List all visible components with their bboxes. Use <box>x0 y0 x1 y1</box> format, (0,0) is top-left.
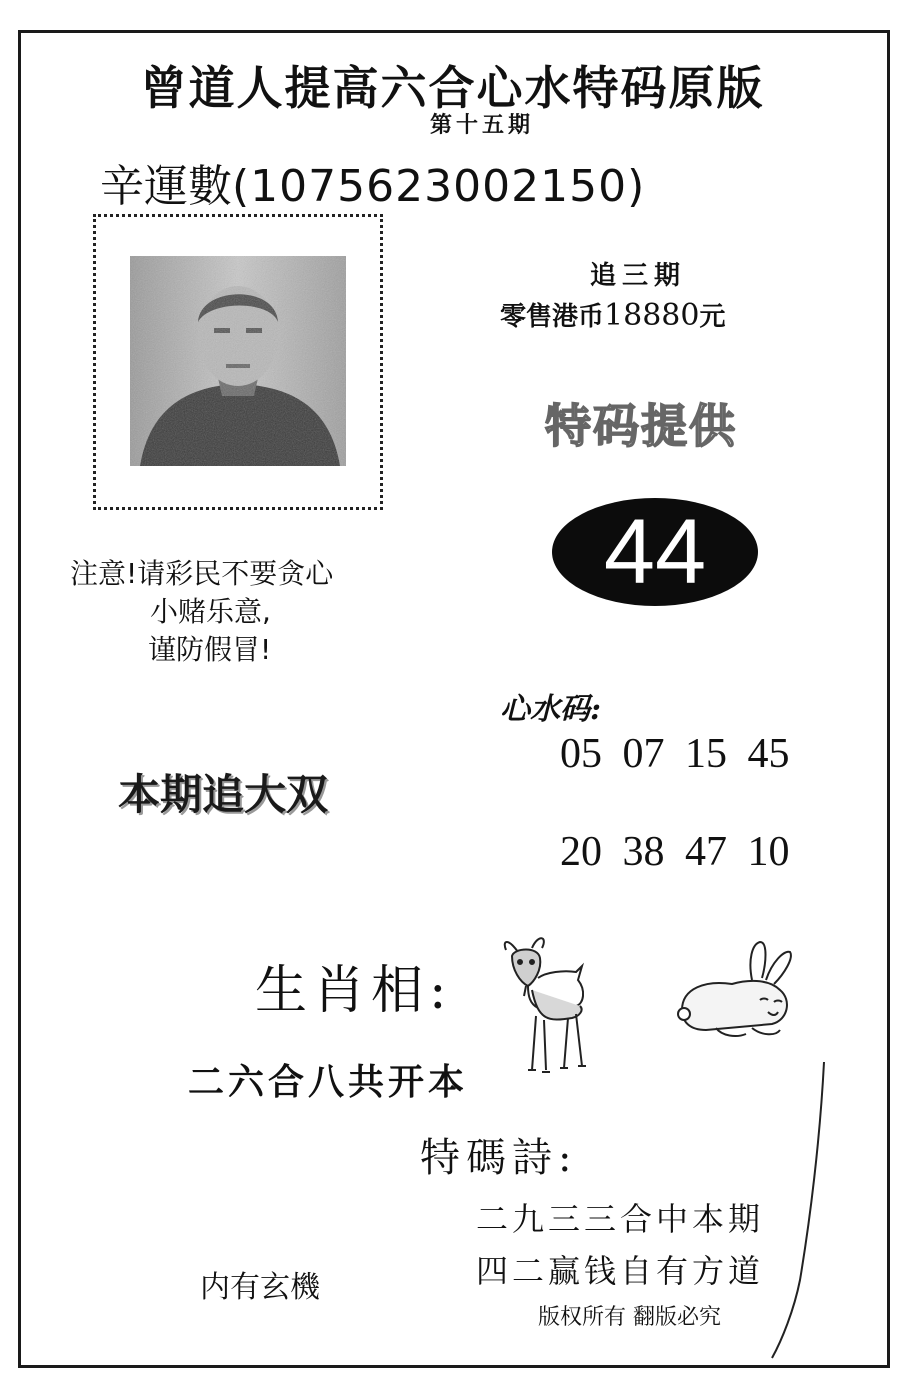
heart-codes-row-1: 05 07 15 45 <box>560 731 790 777</box>
poem-label: 特碼詩: <box>420 1135 578 1181</box>
portrait-photo <box>130 256 346 466</box>
zodiac-label: 生肖相: <box>255 961 453 1021</box>
goat-icon <box>498 930 590 1078</box>
price-line <box>500 296 725 333</box>
special-code-provided-label: 特码提供 <box>545 399 737 453</box>
rabbit-icon <box>676 940 802 1044</box>
special-number-oval <box>552 498 758 606</box>
poem-line-2: 四二赢钱自有方道 <box>476 1252 765 1290</box>
heart-codes-row-2: 20 38 47 10 <box>560 829 790 875</box>
warning-line-2: 小赌乐意, <box>150 595 271 628</box>
copyright-notice: 版权所有 翻版必究 <box>538 1305 721 1330</box>
heart-codes-label: 心水码: <box>500 692 602 727</box>
mystery-note: 内有玄機 <box>200 1270 320 1305</box>
chase-periods: 追三期 <box>590 261 687 291</box>
price-prefix: 零售港币 <box>500 302 605 332</box>
decorative-stroke <box>760 1060 830 1360</box>
warning-line-3: 谨防假冒! <box>148 633 272 666</box>
hint-line: 二六合八共开本 <box>188 1061 469 1103</box>
issue-number: 第十五期 <box>430 112 535 138</box>
lucky-label: 辛運數 <box>100 161 232 212</box>
price-unit: 元 <box>699 302 726 332</box>
special-number: 44 <box>603 501 707 603</box>
price-amount: 18880 <box>604 298 700 333</box>
lucky-number-line <box>100 150 645 214</box>
page-title: 曾道人提高六合心水特码原版 <box>140 61 765 115</box>
warning-line-1: 注意!请彩民不要贪心 <box>70 557 334 590</box>
chase-note: 本期追大双 <box>118 770 329 819</box>
poem-line-1: 二九三三合中本期 <box>476 1200 765 1238</box>
lucky-number: (1075623002150) <box>232 161 646 212</box>
